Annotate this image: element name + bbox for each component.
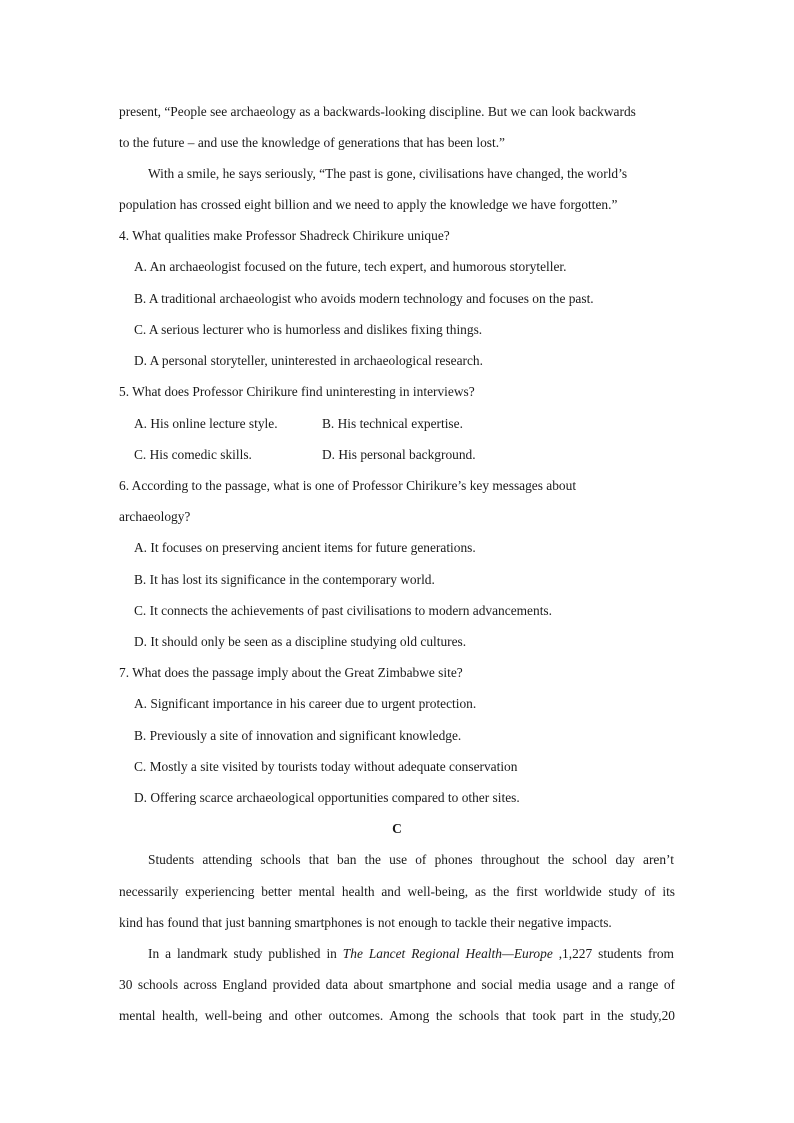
passage-line: With a smile, he says seriously, “The past is gone, civilisations have changed, the world’s (148, 166, 628, 181)
question-stem: 5. What does Professor Chirikure find uninteresting in interviews? (119, 384, 475, 399)
answer-option: C. A serious lecturer who is humorless and dislikes fixing things. (134, 322, 483, 337)
answer-option: B. His technical expertise. (322, 416, 463, 431)
question-stem-continued: archaeology? (119, 509, 191, 524)
section-heading: C (392, 821, 402, 836)
answer-option: C. His comedic skills. (134, 447, 252, 462)
answer-option: D. His personal background. (322, 447, 476, 462)
answer-option: B. A traditional archaeologist who avoids modern technology and focuses on the past. (134, 291, 594, 306)
answer-option: C. It connects the achievements of past civilisations to modern advancements. (134, 603, 552, 618)
passage-line: to the future – and use the knowledge of generations that has been lost.” (119, 135, 505, 150)
passage-line: necessarily experiencing better mental health and well-being, as the first worldwide study of its (119, 884, 675, 899)
passage-text: ,1,227 students from (552, 946, 674, 961)
passage-line: 30 schools across England provided data about smartphone and social media usage and a range of (119, 977, 675, 992)
answer-option: A. An archaeologist focused on the future, tech expert, and humorous storyteller. (134, 259, 567, 274)
answer-option: D. Offering scarce archaeological opportunities compared to other sites. (134, 790, 520, 805)
question-stem: 6. According to the passage, what is one of Professor Chirikure’s key messages about (119, 478, 577, 493)
question-stem: 4. What qualities make Professor Shadreck Chirikure unique? (119, 228, 450, 243)
passage-line: Students attending schools that ban the use of phones throughout the school day aren’t (148, 852, 674, 867)
answer-option: C. Mostly a site visited by tourists today without adequate conservation (134, 759, 518, 774)
passage-line: kind has found that just banning smartphones is not enough to tackle their negative impacts. (119, 915, 612, 930)
answer-option: A. His online lecture style. (134, 416, 278, 431)
question-stem: 7. What does the passage imply about the Great Zimbabwe site? (119, 665, 463, 680)
answer-option: B. Previously a site of innovation and significant knowledge. (134, 728, 462, 743)
passage-text: In a landmark study published in (148, 946, 343, 961)
answer-option: A. It focuses on preserving ancient items for future generations. (134, 540, 476, 555)
passage-line: population has crossed eight billion and we need to apply the knowledge we have forgotten.” (119, 197, 618, 212)
passage-line: present, “People see archaeology as a backwards-looking discipline. But we can look backwards (119, 104, 636, 119)
journal-title: The Lancet Regional Health—Europe (342, 946, 553, 961)
passage-line: mental health, well-being and other outcomes. Among the schools that took part in the study,20 (119, 1008, 675, 1023)
answer-option: A. Significant importance in his career due to urgent protection. (134, 696, 477, 711)
passage-line (148, 946, 674, 962)
answer-option: D. It should only be seen as a discipline studying old cultures. (134, 634, 467, 649)
answer-option: D. A personal storyteller, uninterested in archaeological research. (134, 353, 483, 368)
answer-option: B. It has lost its significance in the contemporary world. (134, 572, 435, 587)
